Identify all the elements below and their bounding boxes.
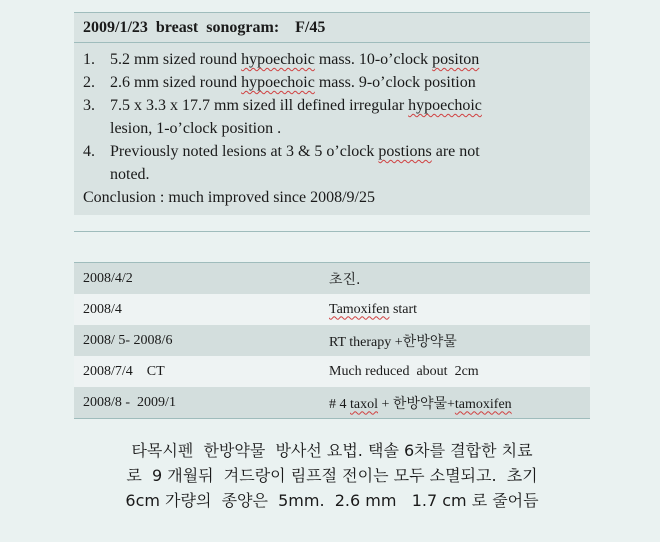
finding-term: hypoechoic [241, 51, 315, 68]
report-title: 2009/1/23 breast sonogram: F/45 [74, 13, 590, 43]
finding-term: positon [432, 51, 480, 68]
timeline-date: 2008/4 [83, 301, 122, 317]
finding-text: are not [431, 143, 480, 160]
finding-term: hypoechoic [241, 74, 315, 91]
finding-number: 2. [83, 74, 95, 91]
table-row [74, 325, 590, 356]
divider [74, 231, 590, 232]
finding-number: 3. [83, 97, 95, 114]
timeline-date: 2008/ 5- 2008/6 [83, 332, 173, 348]
finding-text-continued: lesion, 1-o’clock position . [110, 120, 282, 137]
report-conclusion: Conclusion : much improved since 2008/9/25 [83, 189, 375, 206]
table-row [74, 387, 590, 419]
timeline-event [329, 302, 590, 318]
timeline-event-text: + [378, 396, 393, 412]
timeline-date: 2008/8 - 2009/1 [83, 394, 176, 410]
table-row [74, 262, 590, 294]
timeline-event [329, 269, 590, 289]
timeline-event [329, 364, 590, 380]
timeline-event-text: start [389, 301, 418, 317]
finding-text: 5.2 mm sized round [110, 51, 242, 68]
finding-text: Previously noted lesions at 3 & 5 o’clock [110, 143, 379, 160]
timeline-event-korean: 한방약물 [392, 395, 448, 412]
finding-term: postions [378, 143, 432, 160]
finding-item [83, 140, 582, 186]
sonogram-report-panel [74, 12, 590, 215]
korean-summary-caption [62, 438, 602, 513]
finding-text-continued: noted. [110, 166, 150, 183]
finding-number: 4. [83, 143, 95, 160]
timeline-event [329, 393, 590, 413]
finding-text: 2.6 mm sized round [110, 74, 242, 91]
timeline-event-term: taxol [350, 396, 378, 412]
finding-text: 7.5 x 3.3 x 17.7 mm sized ill defined irregular [110, 97, 409, 114]
caption-line: 6cm 가량의 종양은 5mm. 2.6 mm 1.7 cm 로 줄어듬 [125, 491, 539, 510]
table-row [74, 294, 590, 325]
finding-text: mass. 9-o’clock position [314, 74, 476, 91]
findings-list [83, 48, 582, 186]
report-body [74, 43, 590, 215]
timeline-event-term: tamoxifen [454, 396, 512, 412]
finding-text: mass. 10-o’clock [314, 51, 433, 68]
table-row [74, 356, 590, 387]
caption-line: 로 9 개월뒤 겨드랑이 림프절 전이는 모두 소멸되고. 초기 [126, 466, 538, 485]
finding-term: hypoechoic [408, 97, 482, 114]
timeline-event-text: RT therapy + [329, 334, 403, 350]
timeline-event [329, 331, 590, 351]
timeline-event-text: Much reduced about 2cm [329, 363, 479, 379]
timeline-date: 2008/7/4 CT [83, 363, 165, 379]
timeline-event-korean: 초진. [329, 271, 361, 288]
finding-item [83, 94, 582, 140]
finding-item [83, 71, 582, 94]
finding-item [83, 48, 582, 71]
finding-number: 1. [83, 51, 95, 68]
timeline-event-term: Tamoxifen [329, 301, 390, 317]
timeline-event-text: # 4 [329, 396, 350, 412]
timeline-date: 2008/4/2 [83, 270, 133, 286]
caption-line: 타목시펜 한방약물 방사선 요법. 택솔 6차를 결합한 치료 [131, 441, 533, 460]
timeline-event-text: + [447, 396, 455, 412]
timeline-event-korean: 한방약물 [402, 333, 457, 350]
treatment-timeline-table [74, 262, 590, 419]
